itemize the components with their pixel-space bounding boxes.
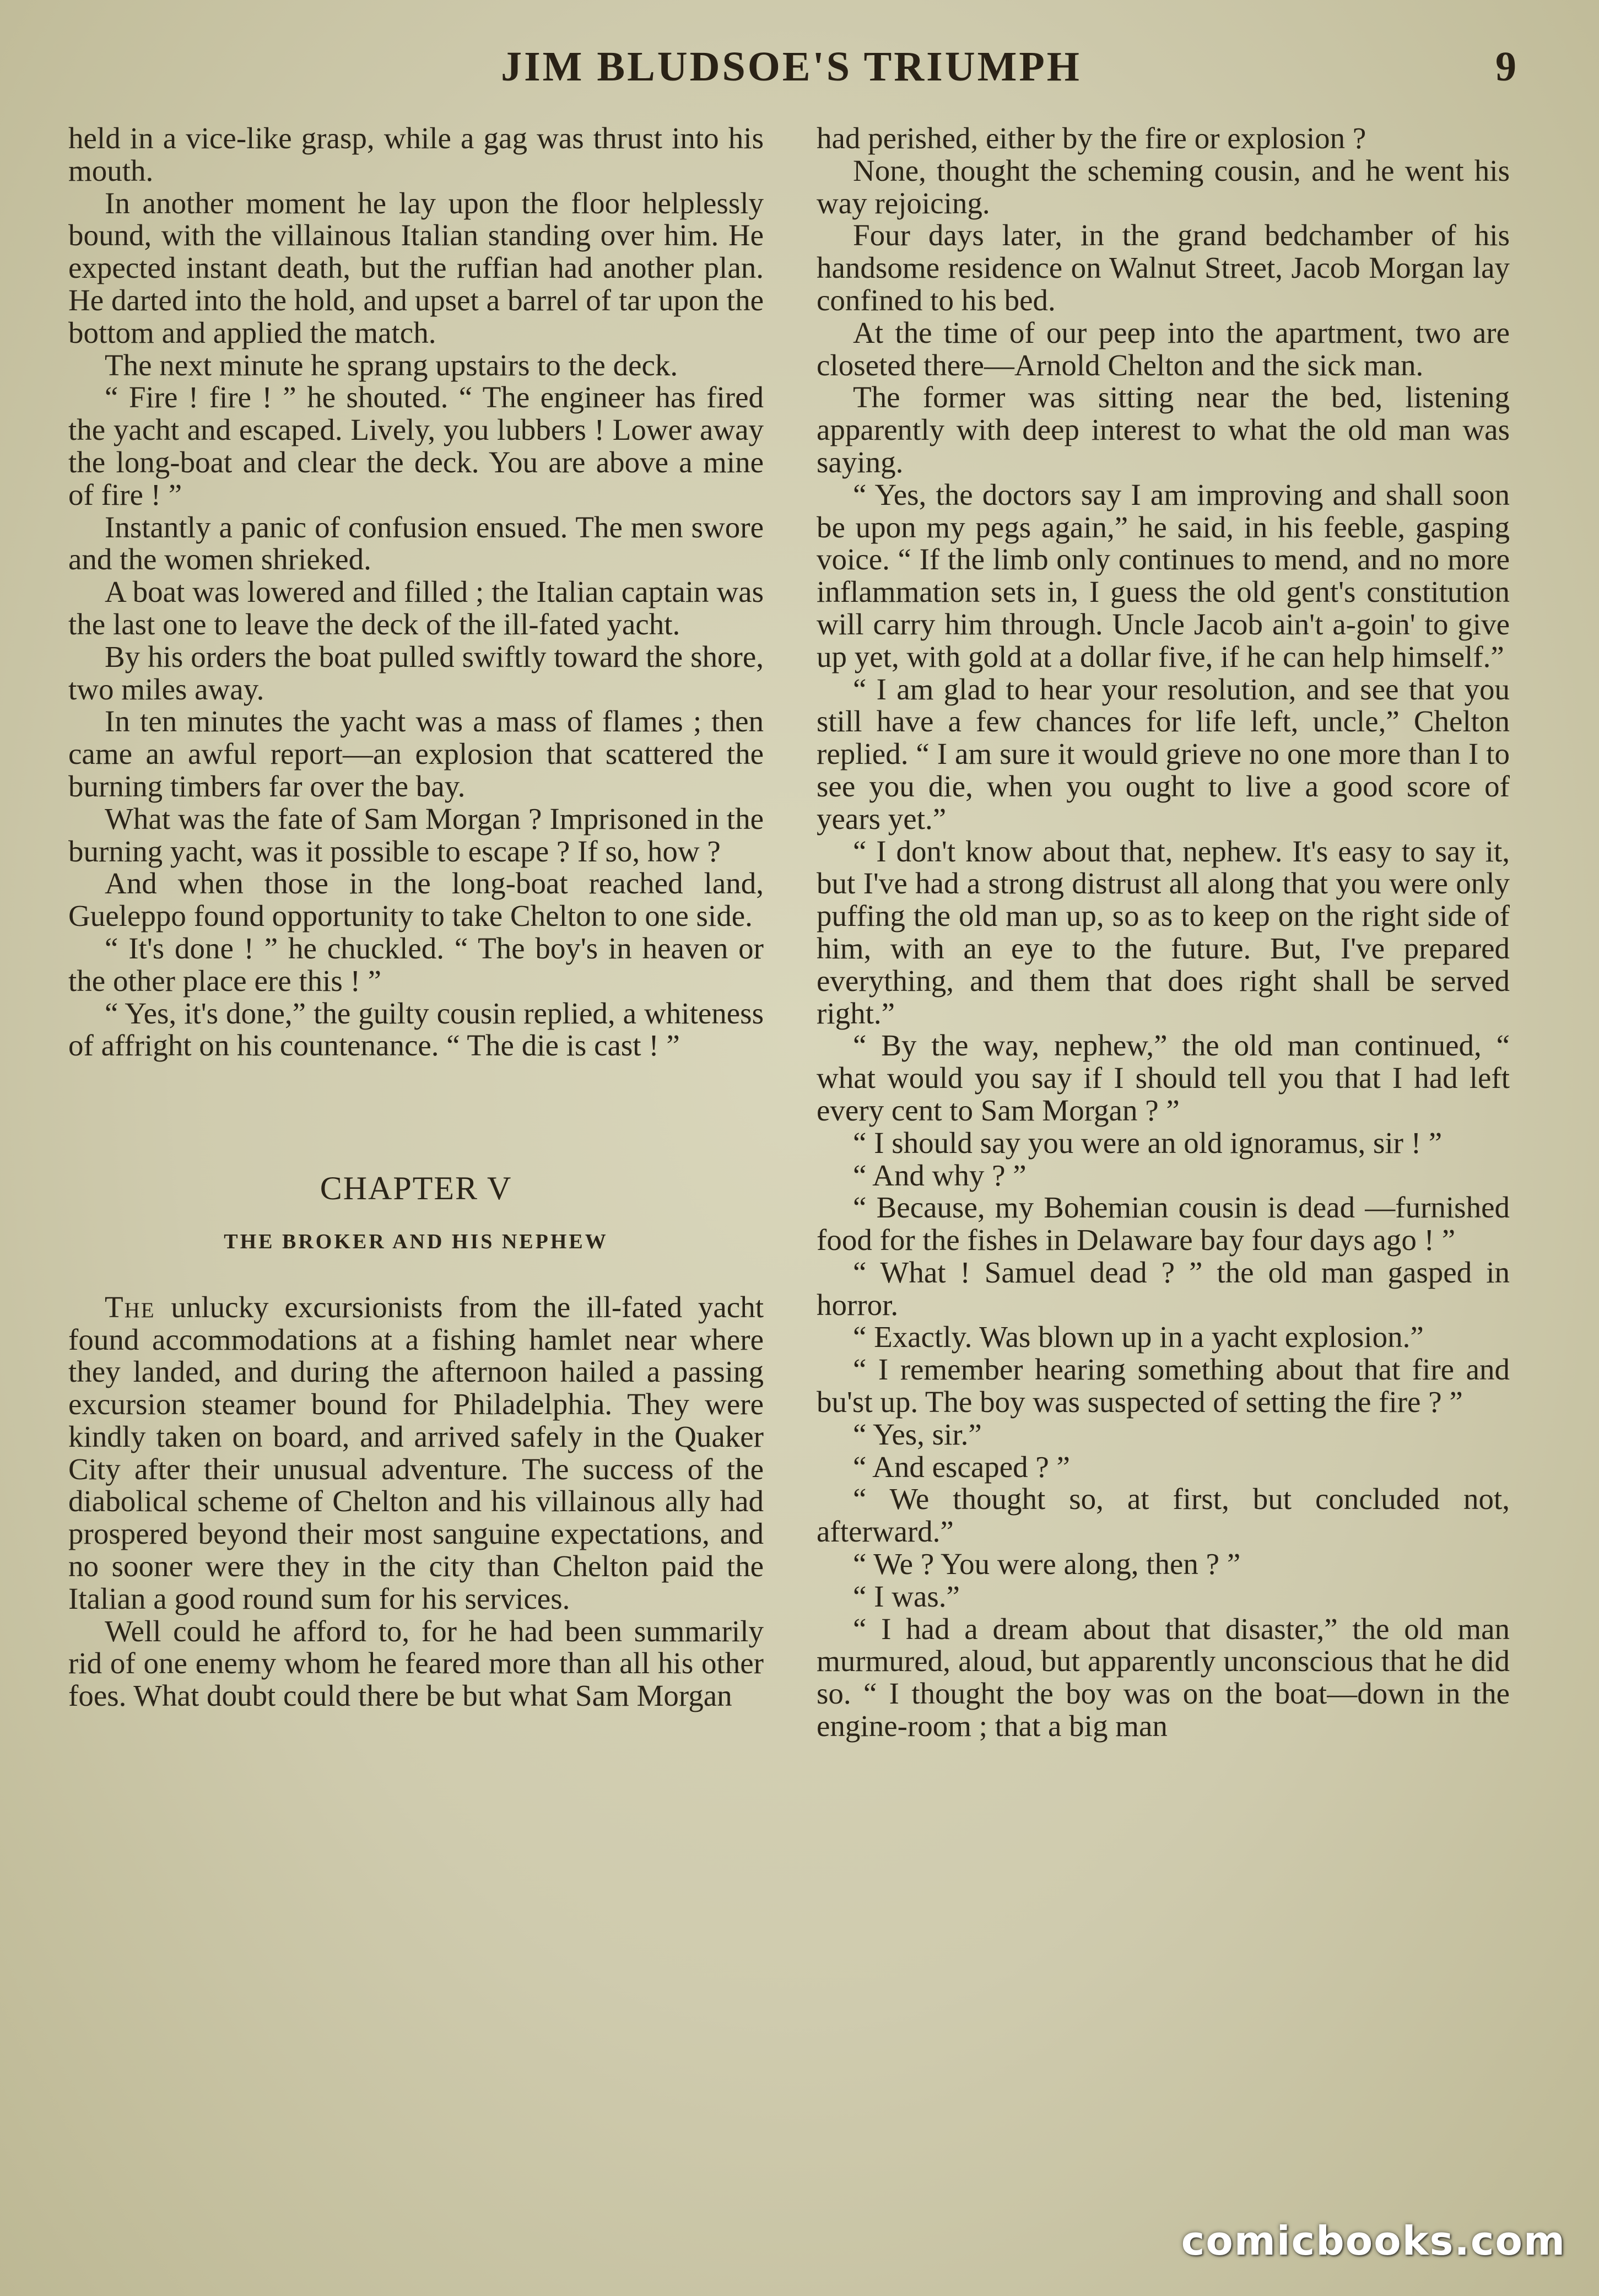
paragraph: “ We thought so, at first, but concluded not, afterward.” — [817, 1482, 1510, 1549]
paragraph: A boat was lowered and filled ; the Italian captain was the last one to leave the deck of the ill-fated yacht. — [68, 575, 764, 641]
paragraph: “ By the way, nephew,” the old man continued, “ what would you say if I should tell you that I had left every cent to Sam Morgan ? ” — [817, 1028, 1510, 1127]
paragraph: “ And why ? ” — [853, 1158, 1027, 1192]
right-column — [817, 122, 1510, 1743]
paragraph: Four days later, in the grand bedchamber of his handsome residence on Walnut Street, Jacob Morgan lay confined to his bed. — [817, 218, 1510, 317]
paragraph: “ I had a dream about that disaster,” the old man murmured, aloud, but apparently unconscious that he did so. “ I thought the boy was on the boat—down in the engine-room ; that a big man — [817, 1611, 1510, 1743]
paragraph: “ Because, my Bohemian cousin is dead —furnished food for the fishes in Delaware bay four days ago ! ” — [817, 1190, 1510, 1257]
paragraph: “ I was.” — [853, 1579, 960, 1613]
paragraph: By his orders the boat pulled swiftly toward the shore, two miles away. — [68, 639, 764, 706]
page-header — [66, 43, 1516, 98]
chapter-lead-word: The — [105, 1290, 155, 1324]
chapter-first-paragraph — [68, 1291, 764, 1615]
paragraph: What was the fate of Sam Morgan ? Imprisoned in the burning yacht, was it possible to escape ? If so, how ? — [68, 801, 764, 868]
paragraph: The next minute he sprang upstairs to the deck. — [105, 348, 678, 382]
paragraph: And when those in the long-boat reached land, Gueleppo found opportunity to take Chelton to one side. — [68, 866, 764, 933]
paragraph: held in a vice-like grasp, while a gag was thrust into his mouth. — [68, 121, 764, 187]
paragraph: “ Yes, it's done,” the guilty cousin replied, a whiteness of affright on his countenance. “ The die is cast ! ” — [68, 996, 764, 1063]
paragraph: “ I remember hearing something about that fire and bu'st up. The boy was suspected of setting the fire ? ” — [817, 1352, 1510, 1419]
page-number: 9 — [1495, 44, 1516, 90]
paragraph: At the time of our peep into the apartment, two are closeted there—Arnold Chelton and the sick man. — [817, 315, 1510, 382]
paragraph: Well could he afford to, for he had been summarily rid of one enemy whom he feared more than all his other foes. What doubt could there be but what Sam Morgan — [68, 1614, 764, 1713]
paragraph: Instantly a panic of confusion ensued. The men swore and the women shrieked. — [68, 510, 764, 576]
site-watermark: comicbooks.com — [1181, 2218, 1566, 2264]
chapter-subtitle: THE BROKER AND HIS NEPHEW — [224, 1230, 608, 1253]
paragraph: “ I am glad to hear your resolution, and see that you still have a few chances for life left, uncle,” Chelton replied. “ I am sure it would grieve no one more than I to see you die, when you ought to live a good score of years yet.” — [817, 672, 1510, 836]
paragraph: “ Exactly. Was blown up in a yacht explosion.” — [853, 1320, 1424, 1354]
paragraph: “ It's done ! ” he chuckled. “ The boy's in heaven or the other place ere this ! ” — [68, 931, 764, 998]
paragraph: “ We ? You were along, then ? ” — [853, 1547, 1241, 1581]
paragraph: “ Fire ! fire ! ” he shouted. “ The engineer has fired the yacht and escaped. Lively, you lubbers ! Lower away the long-boat and clear the deck. You are above a mine of fire ! ” — [68, 380, 764, 511]
paragraph: “ What ! Samuel dead ? ” the old man gasped in horror. — [817, 1255, 1510, 1322]
paragraph: In another moment he lay upon the floor helplessly bound, with the villainous Italian standing over him. He expected instant death, but the ruffian had another plan. He darted into the hold, and upset a barrel of tar upon the bottom and applied the match. — [68, 186, 764, 349]
paragraph: had perished, either by the fire or explosion ? — [817, 121, 1366, 155]
paragraph: The former was sitting near the bed, listening apparently with deep interest to what the old man was saying. — [817, 380, 1510, 479]
paragraph: “ I don't know about that, nephew. It's easy to say it, but I've had a strong distrust all along that you were only puffing the old man up, so as to keep on the right side of him, with an eye to the future. But, I've prepared everything, and them that does right shall be served right.” — [817, 834, 1510, 1030]
paragraph: None, thought the scheming cousin, and he went his way rejoicing. — [817, 153, 1510, 220]
paragraph: “ I should say you were an old ignoramus, sir ! ” — [853, 1125, 1443, 1160]
chapter-first-paragraph-text: unlucky excursionists from the ill-fated yacht found accommodations at a fishing hamlet near where they landed, and during the afternoon hailed a passing excursion steamer bound for Philadelphia. They were kindly taken on board, and arrived safely in the Quaker City after their unusual adventure. The success of the diabolical scheme of Chelton and his villainous ally had prospered beyond their most sanguine expectations, and no sooner were they in the city than Chelton paid the Italian a good round sum for his services. — [68, 1290, 764, 1615]
paragraph: In ten minutes the yacht was a mass of flames ; then came an awful report—an explosion that scattered the burning timbers far over the bay. — [68, 704, 764, 803]
chapter-heading: CHAPTER V — [320, 1170, 512, 1207]
paragraph: “ Yes, sir.” — [853, 1417, 982, 1451]
running-title: JIM BLUDSOE'S TRIUMPH — [501, 44, 1082, 90]
left-column — [68, 122, 764, 1712]
paragraph: “ Yes, the doctors say I am improving and shall soon be upon my pegs again,” he said, in his feeble, gasping voice. “ If the limb only continues to mend, and no more inflammation sets in, I guess the old gent's constitution will carry him through. Uncle Jacob ain't a-goin' to give up yet, with gold at a dollar five, if he can help himself.” — [817, 477, 1510, 673]
paragraph: “ And escaped ? ” — [853, 1449, 1070, 1484]
